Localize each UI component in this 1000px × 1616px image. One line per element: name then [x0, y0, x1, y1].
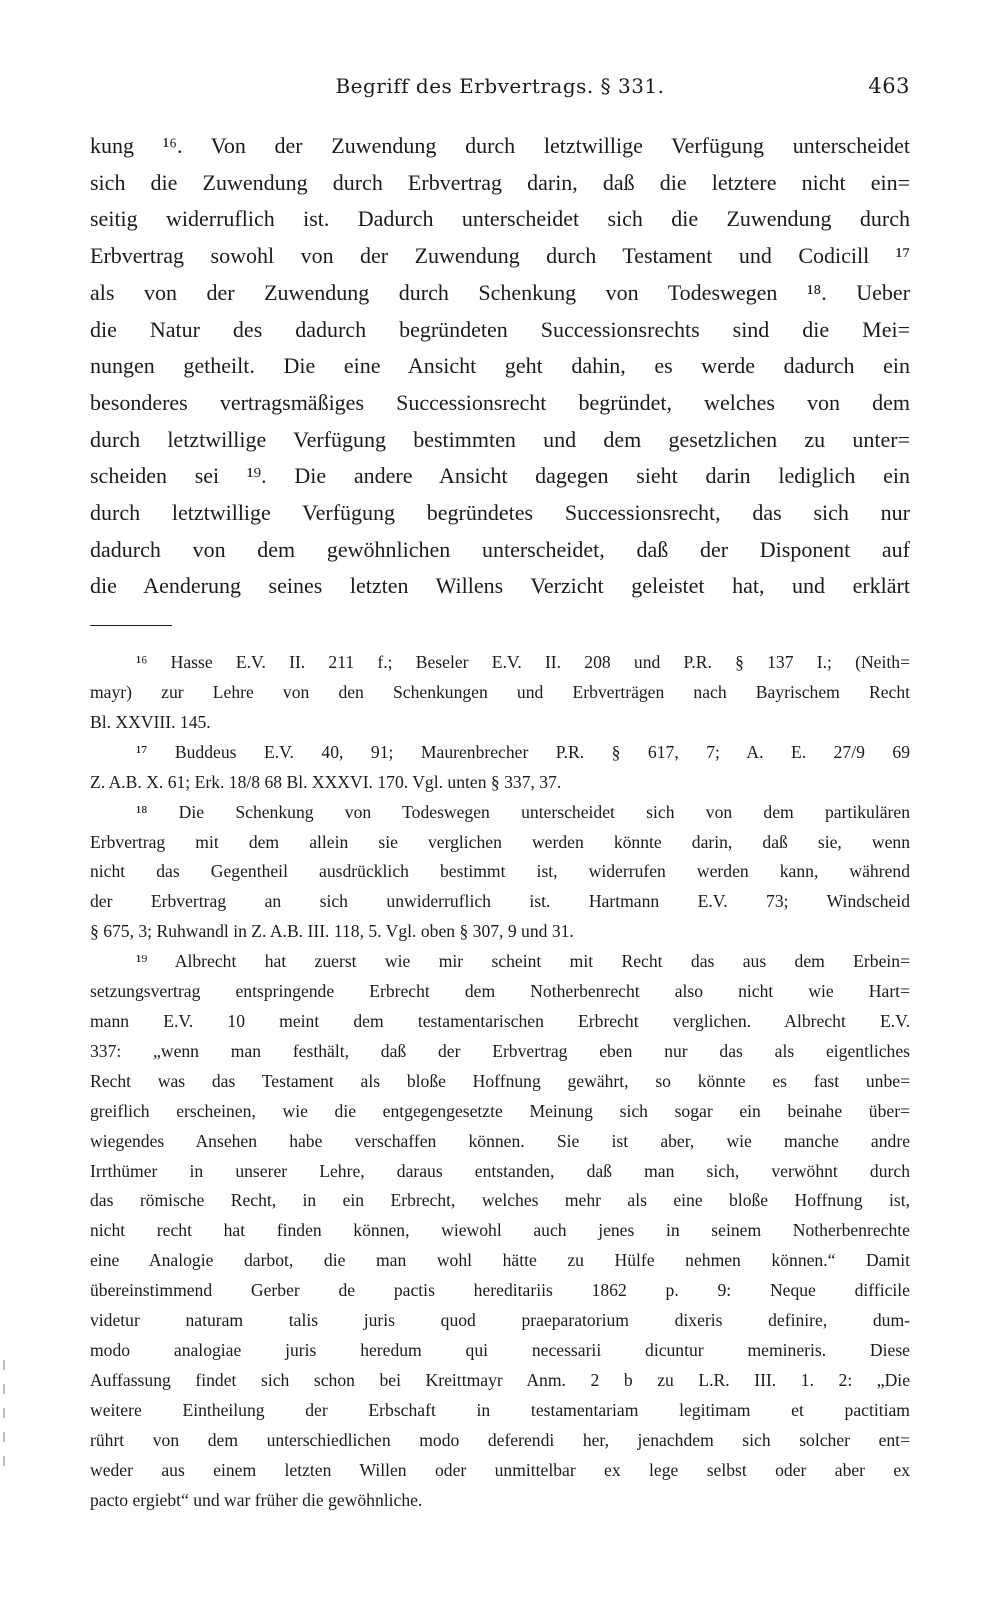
footnote-line: Erbvertrag mit dem allein sie verglichen werden könnte darin, daß sie, wenn: [90, 831, 910, 852]
footnote-line: videtur naturam talis juris quod praeparatorium dixeris definire, dum-: [90, 1310, 910, 1331]
footnote-line: ¹⁶ Hasse E.V. II. 211 f.; Beseler E.V. II. 208 und P.R. § 137 I.; (Neith=: [136, 652, 910, 673]
footnote-line: weitere Eintheilung der Erbschaft in testamentariam legitimam et pactitiam: [90, 1399, 910, 1420]
footnote-line: nicht das Gegentheil ausdrücklich bestimmt ist, widerrufen werden kann, während: [90, 861, 910, 882]
footnote-line: Recht was das Testament als bloße Hoffnung gewährt, so könnte es fast unbe=: [90, 1070, 910, 1091]
running-title: Begriff des Erbvertrags. § 331.: [335, 74, 665, 98]
body-line: sich die Zuwendung durch Erbvertrag darin, daß die letztere nicht ein=: [90, 169, 910, 195]
footnote-separator: [90, 625, 172, 626]
footnote-line: rührt von dem unterschiedlichen modo deferendi her, jenachdem sich solcher ent=: [90, 1429, 910, 1450]
body-line: kung ¹⁶. Von der Zuwendung durch letztwillige Verfügung unterscheidet: [90, 133, 910, 158]
footnote-line: mann E.V. 10 meint dem testamentarischen Erbrecht verglichen. Albrecht E.V.: [90, 1011, 910, 1032]
main-text: [90, 128, 910, 605]
footnote-line: der Erbvertrag an sich unwiderruflich ist. Hartmann E.V. 73; Windscheid: [90, 891, 910, 912]
page-number: 463: [868, 74, 910, 98]
footnote-line: Bl. XXVIII. 145.: [90, 711, 211, 732]
body-line: Erbvertrag sowohl von der Zuwendung durch Testament und Codicill ¹⁷: [90, 243, 910, 269]
footnote-line: das römische Recht, in ein Erbrecht, welches mehr als eine bloße Hoffnung ist,: [90, 1190, 910, 1211]
body-line: besonderes vertragsmäßiges Successionsrecht begründet, welches von dem: [90, 389, 910, 415]
footnote-line: ¹⁸ Die Schenkung von Todeswegen unterscheidet sich von dem partikulären: [136, 801, 910, 822]
body-line: seitig widerruflich ist. Dadurch unterscheidet sich die Zuwendung durch: [90, 206, 910, 232]
scan-tick: [3, 1432, 5, 1442]
footnote-line: 337: „wenn man festhält, daß der Erbvertrag eben nur das als eigentliches: [90, 1040, 910, 1061]
scan-tick: [3, 1360, 5, 1370]
footnote-line: Auffassung findet sich schon bei Kreittmayr Anm. 2 b zu L.R. III. 1. 2: „Die: [90, 1369, 910, 1390]
footnote-18: [90, 798, 910, 948]
footnote-line: mayr) zur Lehre von den Schenkungen und Erbverträgen nach Bayrischem Recht: [90, 682, 910, 703]
footnote-17: [90, 738, 910, 798]
footnote-line: weder aus einem letzten Willen oder unmittelbar ex lege selbst oder aber ex: [90, 1459, 910, 1480]
body-line: dadurch von dem gewöhnlichen unterscheidet, daß der Disponent auf: [90, 536, 910, 562]
body-line: durch letztwillige Verfügung begründetes Successionsrecht, das sich nur: [90, 500, 910, 526]
scan-tick: [3, 1456, 5, 1466]
footnote-line: Z. A.B. X. 61; Erk. 18/8 68 Bl. XXXVI. 170. Vgl. unten § 337, 37.: [90, 771, 562, 792]
footnote-16: [90, 648, 910, 738]
footnote-line: § 675, 3; Ruhwandl in Z. A.B. III. 118, 5. Vgl. oben § 307, 9 und 31.: [90, 921, 574, 942]
scan-margin-marks: [3, 1360, 6, 1616]
footnote-line: ¹⁹ Albrecht hat zuerst wie mir scheint mit Recht das aus dem Erbein=: [136, 951, 910, 972]
body-line: scheiden sei ¹⁹. Die andere Ansicht dagegen sieht darin lediglich ein: [90, 463, 910, 489]
footnote-line: wiegendes Ansehen habe verschaffen können. Sie ist aber, wie manche andre: [90, 1130, 910, 1151]
body-line: die Aenderung seines letzten Willens Verzicht geleistet hat, und erklärt: [90, 573, 910, 599]
footnote-line: pacto ergiebt“ und war früher die gewöhnliche.: [90, 1489, 423, 1510]
footnote-line: setzungsvertrag entspringende Erbrecht dem Notherbenrecht also nicht wie Hart=: [90, 981, 910, 1002]
footnote-line: nicht recht hat finden können, wiewohl auch jenes in seinem Notherbenrechte: [90, 1220, 910, 1241]
footnote-line: eine Analogie darbot, die man wohl hätte zu Hülfe nehmen können.“ Damit: [90, 1250, 910, 1271]
footnote-line: modo analogiae juris heredum qui necessarii dicuntur memineris. Diese: [90, 1339, 910, 1360]
scan-tick: [3, 1384, 5, 1394]
body-line: durch letztwillige Verfügung bestimmten und dem gesetzlichen zu unter=: [90, 426, 910, 452]
body-line: die Natur des dadurch begründeten Successionsrechts sind die Mei=: [90, 316, 910, 342]
body-line: nungen getheilt. Die eine Ansicht geht dahin, es werde dadurch ein: [90, 353, 910, 379]
footnote-19: [90, 947, 910, 1515]
footnote-line: ¹⁷ Buddeus E.V. 40, 91; Maurenbrecher P.R. § 617, 7; A. E. 27/9 69: [136, 741, 910, 762]
document-page: [90, 60, 910, 1515]
footnote-line: greiflich erscheinen, wie die entgegengesetzte Meinung sich sogar ein beinahe über=: [90, 1100, 910, 1121]
scan-tick: [3, 1408, 5, 1418]
body-line: als von der Zuwendung durch Schenkung von Todeswegen ¹⁸. Ueber: [90, 279, 910, 305]
page-header: [90, 60, 910, 100]
footnote-line: übereinstimmend Gerber de pactis hereditariis 1862 p. 9: Neque difficile: [90, 1280, 910, 1301]
footnotes: [90, 648, 910, 1515]
footnote-line: Irrthümer in unserer Lehre, daraus entstanden, daß man sich, verwöhnt durch: [90, 1160, 910, 1181]
